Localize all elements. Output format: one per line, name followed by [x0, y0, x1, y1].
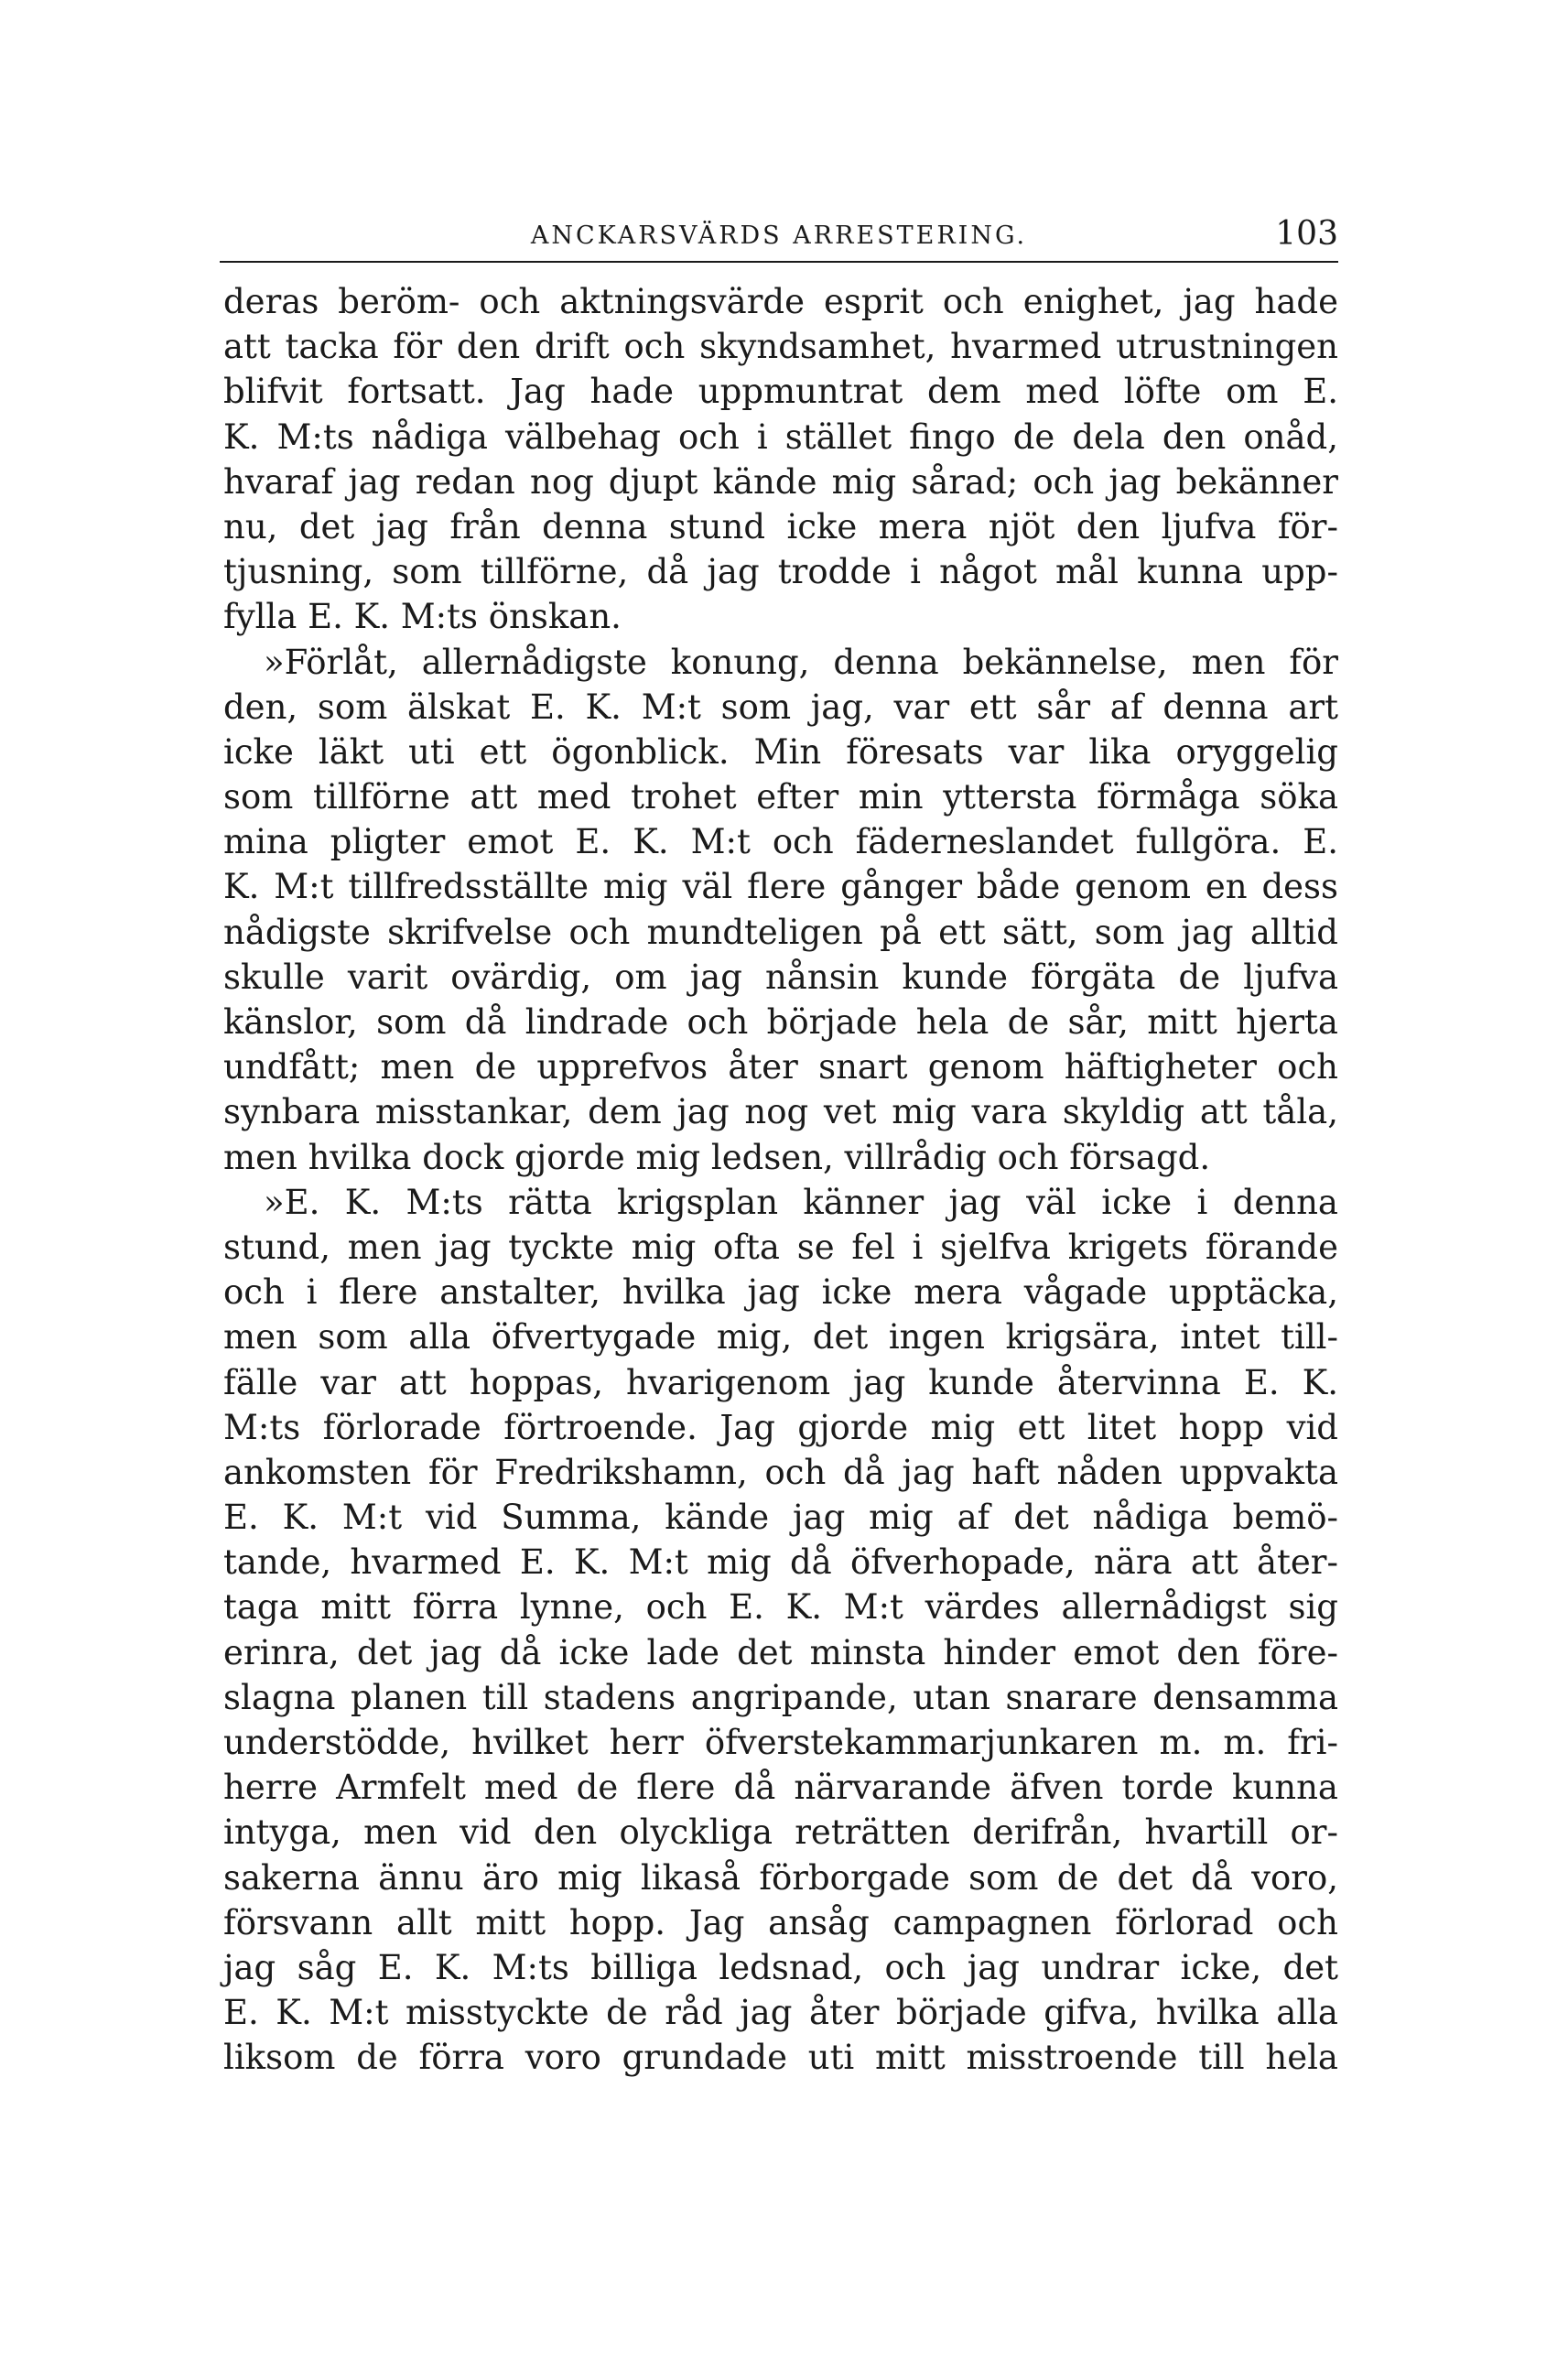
text-line: skulle varit ovärdig, om jag nånsin kunde förgäta de ljufva: [223, 957, 1338, 997]
text-line: tjusning, som tillförne, då jag trodde i något mål kunna upp-: [223, 552, 1338, 592]
text-line: herre Armfelt med de flere då närvarande äfven torde kunna: [223, 1768, 1338, 1808]
text-line: K. M:t tillfredsställte mig väl flere gånger både genom en dess: [223, 867, 1338, 907]
text-line: försvann allt mitt hopp. Jag ansåg campagnen förlorad och: [223, 1902, 1338, 1942]
text-line: synbara misstankar, dem jag nog vet mig vara skyldig att tåla,: [223, 1092, 1338, 1132]
text-line: som tillförne att med trohet efter min yttersta förmåga söka: [223, 777, 1338, 817]
text-line: tande, hvarmed E. K. M:t mig då öfverhopade, nära att åter-: [223, 1542, 1338, 1583]
text-line: hvaraf jag redan nog djupt kände mig sårad; och jag bekänner: [223, 461, 1338, 502]
text-line: taga mitt förra lynne, och E. K. M:t värdes allernådigst sig: [223, 1587, 1338, 1628]
text-line: ankomsten för Fredrikshamn, och då jag haft nåden uppvakta: [223, 1452, 1338, 1492]
text-line: liksom de förra voro grundade uti mitt misstroende till hela: [223, 2038, 1338, 2078]
text-line: mina pligter emot E. K. M:t och fäderneslandet fullgöra. E.: [223, 822, 1338, 862]
text-line: K. M:ts nådiga välbehag och i stället fingo de dela den onåd,: [223, 416, 1338, 457]
page-header: [220, 215, 1338, 254]
text-line: stund, men jag tyckte mig ofta se fel i sjelfva krigets förande: [223, 1227, 1338, 1267]
text-line: »E. K. M:ts rätta krigsplan känner jag väl icke i denna: [264, 1182, 1338, 1222]
body-text: [223, 279, 1338, 2081]
text-line: undfått; men de upprefvos åter snart genom häftigheter och: [223, 1047, 1338, 1087]
text-line: men som alla öfvertygade mig, det ingen krigsära, intet till-: [223, 1317, 1338, 1358]
text-line: slagna planen till stadens angripande, utan snarare densamma: [223, 1677, 1338, 1717]
text-line: intyga, men vid den olyckliga reträtten derifrån, hvartill or-: [223, 1812, 1338, 1853]
text-line: men hvilka dock gjorde mig ledsen, villrådig och försagd.: [223, 1137, 1211, 1177]
text-line: nådigste skrifvelse och mundteligen på ett sätt, som jag alltid: [223, 912, 1338, 952]
text-line: E. K. M:t vid Summa, kände jag mig af det nådiga bemö-: [223, 1498, 1338, 1538]
text-line: blifvit fortsatt. Jag hade uppmuntrat dem med löfte om E.: [223, 372, 1338, 412]
text-line: känslor, som då lindrade och började hela de sår, mitt hjerta: [223, 1002, 1338, 1042]
text-line: M:ts förlorade förtroende. Jag gjorde mig ett litet hopp vid: [223, 1407, 1338, 1447]
text-line: icke läkt uti ett ögonblick. Min föresats var lika oryggelig: [223, 731, 1338, 772]
text-line: erinra, det jag då icke lade det minsta hinder emot den före-: [223, 1632, 1338, 1672]
text-line: jag såg E. K. M:ts billiga ledsnad, och jag undrar icke, det: [223, 1947, 1338, 1987]
text-line: understödde, hvilket herr öfverstekammarjunkaren m. m. fri-: [223, 1723, 1338, 1762]
header-rule: [220, 261, 1338, 263]
page-number: 103: [1275, 215, 1338, 253]
text-line: nu, det jag från denna stund icke mera njöt den ljufva för-: [223, 506, 1338, 546]
text-line: E. K. M:t misstyckte de råd jag åter började gifva, hvilka alla: [223, 1993, 1338, 2033]
text-line: »Förlåt, allernådigste konung, denna bekännelse, men för: [264, 642, 1338, 682]
text-line: sakerna ännu äro mig likaså förborgade som de det då voro,: [223, 1857, 1338, 1898]
text-line: fylla E. K. M:ts önskan.: [223, 597, 622, 637]
running-head: ANCKARSVÄRDS ARRESTERING.: [530, 222, 1028, 250]
text-line: den, som älskat E. K. M:t som jag, var ett sår af denna art: [223, 687, 1338, 727]
text-line: att tacka för den drift och skyndsamhet, hvarmed utrustningen: [223, 327, 1338, 367]
text-line: fälle var att hoppas, hvarigenom jag kunde återvinna E. K.: [223, 1362, 1338, 1402]
text-line: och i flere anstalter, hvilka jag icke mera vågade upptäcka,: [223, 1272, 1338, 1313]
text-line: deras beröm- och aktningsvärde esprit och enighet, jag hade: [223, 282, 1338, 321]
